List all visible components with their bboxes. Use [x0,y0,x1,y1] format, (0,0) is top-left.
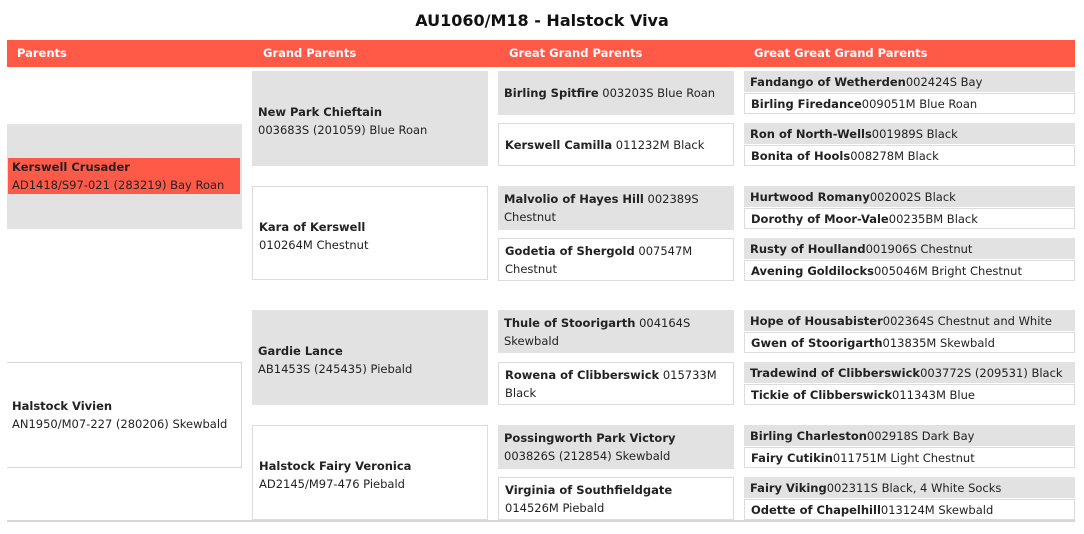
great-great-grand-parent-name: Bonita of Hools [751,148,851,163]
great-great-grand-parent-cell[interactable] [744,425,1075,446]
parent-sire-name: Kerswell Crusader [12,160,130,174]
great-great-grand-parent-details: 008278M Black [850,148,939,163]
great-great-grand-parent-name: Gwen of Stoorigarth [751,335,883,350]
great-great-grand-parent-details: 013124M Skewbald [880,502,994,517]
column-header-parents: Parents [17,46,67,60]
column-header-grand-parents: Grand Parents [263,46,357,60]
great-great-grand-parent-details: 013835M Skewbald [882,335,995,350]
great-grand-parent-cell[interactable] [498,362,734,405]
great-great-grand-parent-name: Ron of North-Wells [750,126,872,141]
great-grand-parent-cell[interactable] [498,310,734,353]
great-great-grand-parent-details: 002311S Black, 4 White Socks [826,480,1002,495]
great-great-grand-parent-cell[interactable] [744,238,1075,259]
great-great-grand-parent-name: Birling Charleston [750,428,867,443]
great-great-grand-parent-cell[interactable] [744,93,1075,114]
great-grand-parent-name: Possingworth Park Victory [504,431,676,445]
great-great-grand-parent-name: Rusty of Houlland [750,241,866,256]
great-great-grand-parent-details: 002002S Black [869,189,956,204]
parent-dam-details: AN1950/M07-227 (280206) Skewbald [12,417,228,431]
great-great-grand-parent-cell[interactable] [744,499,1075,520]
parent-divider [7,362,242,363]
great-grand-parent-name: Thule of Stoorigarth [504,315,636,330]
great-great-grand-parent-name: Odette of Chapelhill [751,502,881,517]
great-great-grand-parent-cell[interactable] [744,71,1075,92]
grand-parent-cell[interactable] [252,425,488,520]
great-grand-parent-name: Rowena of Clibberswick [505,367,660,382]
great-great-grand-parent-details: 009051M Blue Roan [861,96,978,111]
great-grand-parent-name: Godetia of Shergold [505,243,635,258]
great-great-grand-parent-details: 003772S (209531) Black [920,365,1063,380]
great-great-grand-parent-details: 001906S Chestnut [865,241,973,256]
great-great-grand-parent-name: Tickie of Clibberswick [751,387,893,402]
great-grand-parent-cell[interactable] [498,71,734,115]
great-grand-parent-details: 014526M Piebald [505,500,605,515]
page-title: AU1060/M18 - Halstock Viva [415,11,669,30]
grand-parent-name: Gardie Lance [258,344,343,358]
great-great-grand-parent-details: 002918S Dark Bay [866,428,975,443]
great-great-grand-parent-details: 001989S Black [871,126,958,141]
great-great-grand-parent-cell[interactable] [744,310,1075,331]
great-great-grand-parent-cell[interactable] [744,145,1075,166]
great-great-grand-parent-name: Fairy Cutikin [751,450,833,465]
grand-parent-name: New Park Chieftain [258,105,383,119]
parent-dam-name: Halstock Vivien [12,399,113,413]
grand-parent-details: AB1453S (245435) Piebald [258,362,413,376]
great-grand-parent-cell[interactable] [498,238,734,281]
parent-sire-details: AD1418/S97-021 (283219) Bay Roan [12,178,225,192]
great-great-grand-parent-name: Tradewind of Clibberswick [750,365,921,380]
grand-parent-details: 003683S (201059) Blue Roan [258,123,428,137]
great-great-grand-parent-cell[interactable] [744,477,1075,498]
grand-parent-cell[interactable] [252,71,488,166]
parent-divider [7,467,242,468]
great-great-grand-parent-details: 002364S Chestnut and White [882,313,1053,328]
great-grand-parent-cell[interactable] [498,123,734,166]
great-great-grand-parent-name: Dorothy of Moor-Vale [751,211,889,226]
great-great-grand-parent-cell[interactable] [744,384,1075,405]
great-grand-parent-details: 004164S Skewbald [504,315,691,348]
bottom-divider [7,520,1075,522]
great-grand-parent-details: 015733M Black [505,367,717,400]
great-grand-parent-name: Kerswell Camilla [505,137,613,152]
great-great-grand-parent-details: 002424S Bay [905,74,983,89]
great-grand-parent-details: 003203S Blue Roan [598,86,716,100]
grand-parent-name: Kara of Kerswell [259,219,366,234]
parent-sire[interactable] [12,158,240,194]
grand-parent-cell[interactable] [252,310,488,405]
great-grand-parent-cell[interactable] [498,425,734,469]
great-great-grand-parent-cell[interactable] [744,186,1075,207]
great-grand-parent-name: Birling Spitfire [504,86,599,100]
great-great-grand-parent-name: Hurtwood Romany [750,189,870,204]
grand-parent-details: 010264M Chestnut [259,237,369,252]
great-grand-parent-details: 007547M Chestnut [505,243,693,276]
great-great-grand-parent-details: 005046M Bright Chestnut [873,263,1022,278]
column-header-bar [7,40,1075,67]
great-great-grand-parent-cell[interactable] [744,447,1075,468]
great-great-grand-parent-cell[interactable] [744,332,1075,353]
great-great-grand-parent-cell[interactable] [744,123,1075,144]
great-grand-parent-cell[interactable] [498,477,734,520]
great-great-grand-parent-name: Fairy Viking [750,480,827,495]
grand-parent-details: AD2145/M97-476 Piebald [259,477,405,491]
great-grand-parent-details: 011232M Black [612,137,705,152]
great-great-grand-parent-name: Hope of Housabister [750,313,883,328]
great-great-grand-parent-cell[interactable] [744,260,1075,281]
great-great-grand-parent-details: 011751M Light Chestnut [832,450,975,465]
great-great-grand-parent-name: Avening Goldilocks [751,263,874,278]
grand-parent-cell[interactable] [252,186,488,280]
great-grand-parent-cell[interactable] [498,186,734,230]
great-great-grand-parent-name: Fandango of Wetherden [750,74,906,89]
great-great-grand-parent-details: 00235BM Black [888,211,978,226]
great-great-grand-parent-cell[interactable] [744,208,1075,229]
column-header-great-grand-parents: Great Grand Parents [509,46,643,60]
great-grand-parent-name: Malvolio of Hayes Hill [504,192,644,206]
great-great-grand-parent-cell[interactable] [744,362,1075,383]
great-grand-parent-name: Virginia of Southfieldgate [505,482,673,497]
parent-dam[interactable] [12,397,240,433]
great-grand-parent-details: 003826S (212854) Skewbald [504,449,671,463]
parent-divider [241,362,242,467]
great-grand-parent-details: 002389S Chestnut [504,192,699,224]
grand-parent-name: Halstock Fairy Veronica [259,459,412,473]
great-great-grand-parent-details: 011343M Blue [892,387,975,402]
column-header-great-great-grand-parents: Great Great Grand Parents [754,46,928,60]
great-great-grand-parent-name: Birling Firedance [751,96,862,111]
